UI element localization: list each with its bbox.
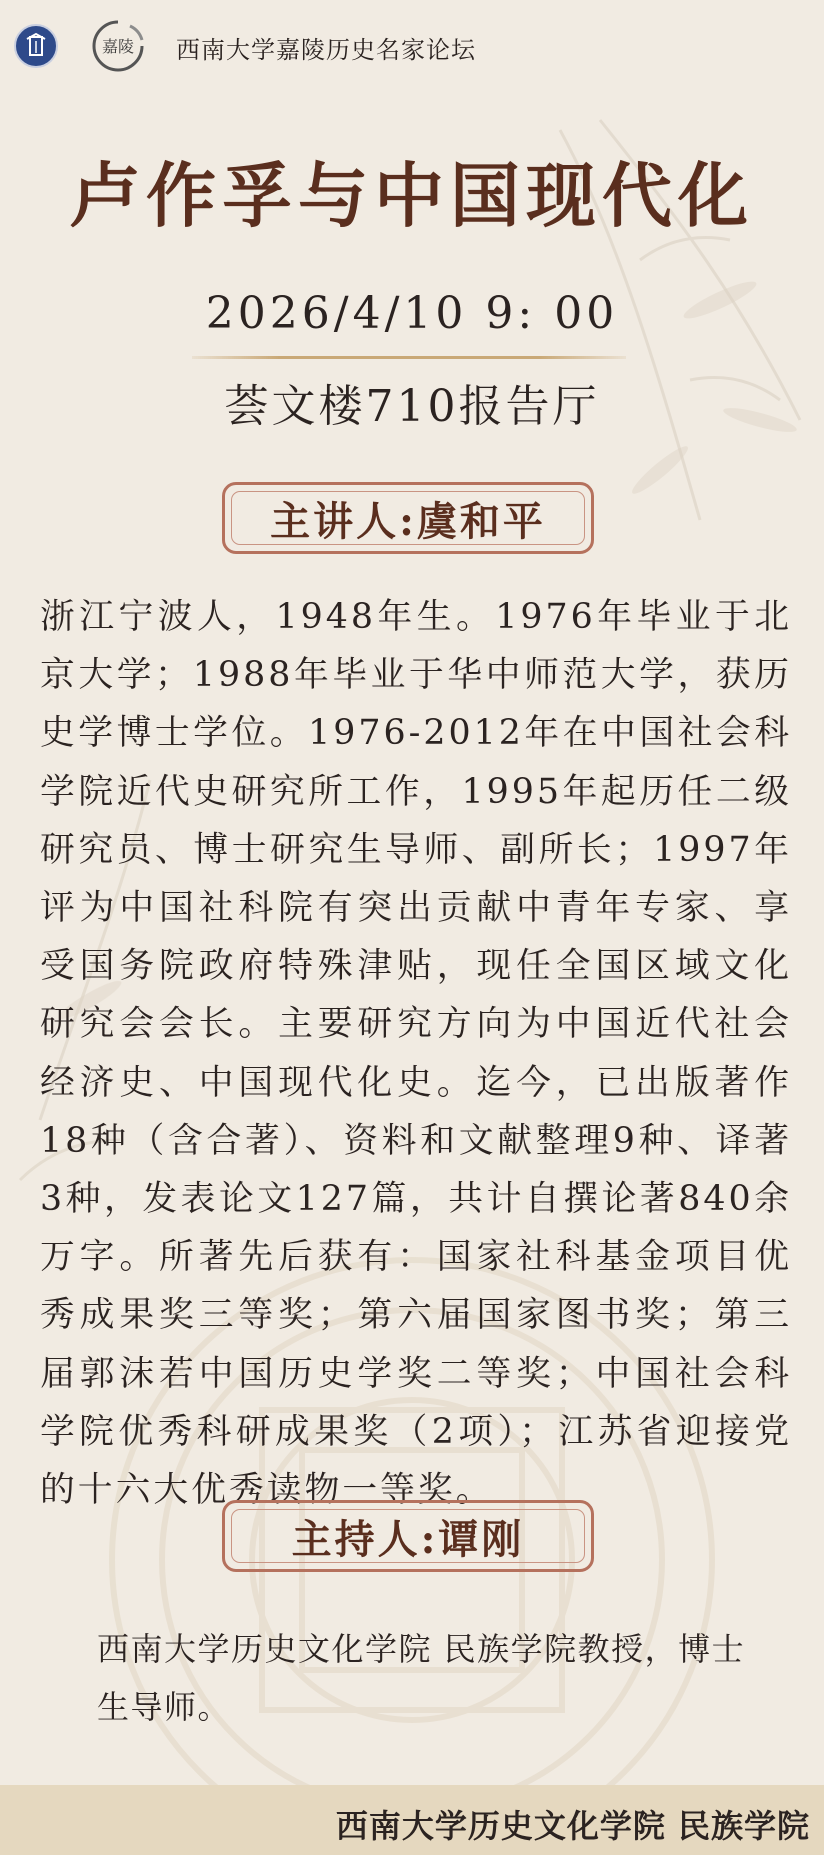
footer-band (0, 1785, 824, 1855)
footer-text: 西南大学历史文化学院 民族学院 (335, 1807, 810, 1845)
header-bar (0, 0, 824, 100)
jialing-forum-logo-icon (90, 18, 146, 74)
host-description: 西南大学历史文化学院 民族学院教授，博士生导师。 (97, 1630, 746, 1726)
divider (192, 356, 626, 359)
host-label: 主持人:谭刚 (291, 1515, 525, 1563)
speaker-label: 主讲人:虞和平 (270, 497, 546, 545)
page-title: 卢作孚与中国现代化 (70, 154, 754, 237)
university-seal-icon (14, 24, 58, 68)
org-name: 西南大学嘉陵历史名家论坛 (176, 36, 476, 64)
event-datetime: 2026/4/10 9: 00 (205, 288, 619, 339)
host-badge (222, 1500, 594, 1572)
speaker-bio: 浙江宁波人，1948年生。1976年毕业于北京大学；1988年毕业于华中师范大学，获历史学博士学位。1976-2012年在中国社会科学院近代史研究所工作，1995年起历任二级研究员、博士研究生导师、副所长；1997年评为中国社科院有突出贡献中青年专家、享受国务院政府特殊津贴，现任全国区域文化研究会会长。主要研究方向为中国近代社会经济史、中国现代化史。迄今，已出版著作18种（含合著）、资料和文献整理9种、译著3种，发表论文127篇，共计自撰论著840余万字。所著先后获有：国家社科基金项目优秀成果奖三等奖；第六届国家图书奖；第三届郭沫若中国历史学奖二等奖；中国社会科学院优秀科研成果奖（2项）；江苏省迎接党的十六大优秀读物一等奖。 (40, 597, 792, 1511)
event-venue: 荟文楼710报告厅 (224, 381, 600, 432)
speaker-badge (222, 482, 594, 554)
forum-logo-text: 嘉陵 (101, 37, 135, 56)
